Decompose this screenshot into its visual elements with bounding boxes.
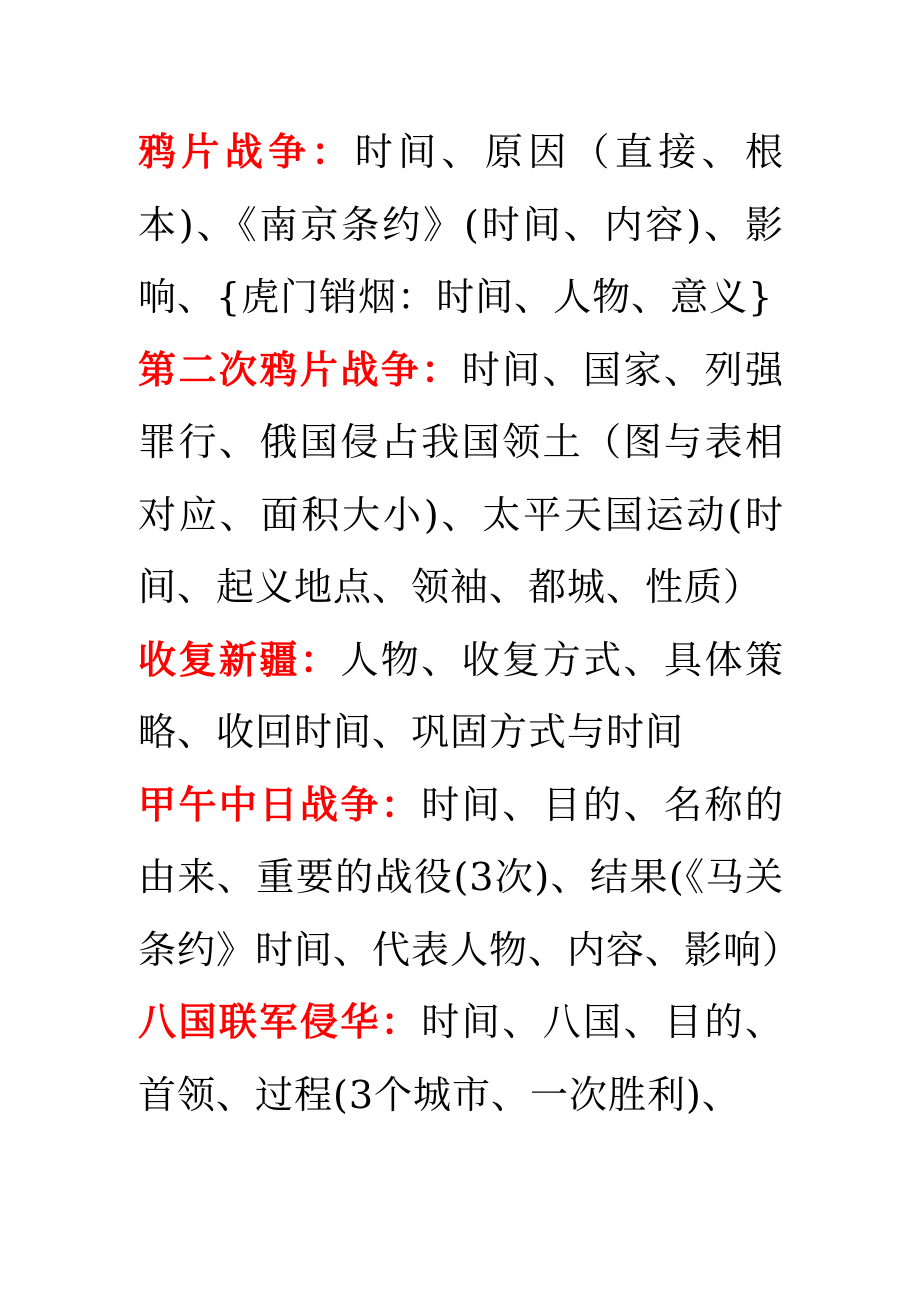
- entry-content: 时间、目的、名称的由来、重要的战役(3次)、结果(《马关条约》时间、代表人物、内容、影响）: [138, 782, 802, 972]
- entry-heading: 第二次鸦片战争：: [138, 346, 462, 392]
- entry-heading: 八国联军侵华：: [138, 999, 422, 1044]
- entry-sino-japanese-war: [138, 769, 802, 987]
- entry-content: 时间、原因（直接、根本)、《南京条约》(时间、内容)、影响、{虎门销烟：时间、人物、意义}: [138, 130, 784, 319]
- document-page: [138, 116, 802, 1131]
- entry-recover-xinjiang: [138, 624, 784, 769]
- entry-heading: 鸦片战争：: [138, 129, 355, 174]
- entry-heading: 甲午中日战争：: [138, 781, 422, 827]
- entry-heading: 收复新疆：: [138, 636, 341, 682]
- entry-content: 人物、收复方式、具体策略、收回时间、巩固方式与时间: [138, 637, 784, 754]
- entry-content: 时间、八国、目的、首领、过程(3个城市、一次胜利)、: [138, 1000, 784, 1117]
- entry-content: 时间、国家、列强罪行、俄国侵占我国领土（图与表相对应、面积大小)、太平天国运动(时间、起义地点、领袖、都城、性质）: [138, 347, 784, 609]
- entry-second-opium-war: [138, 334, 784, 624]
- entry-eight-nation-alliance: [138, 986, 784, 1131]
- entry-opium-war: [138, 116, 784, 334]
